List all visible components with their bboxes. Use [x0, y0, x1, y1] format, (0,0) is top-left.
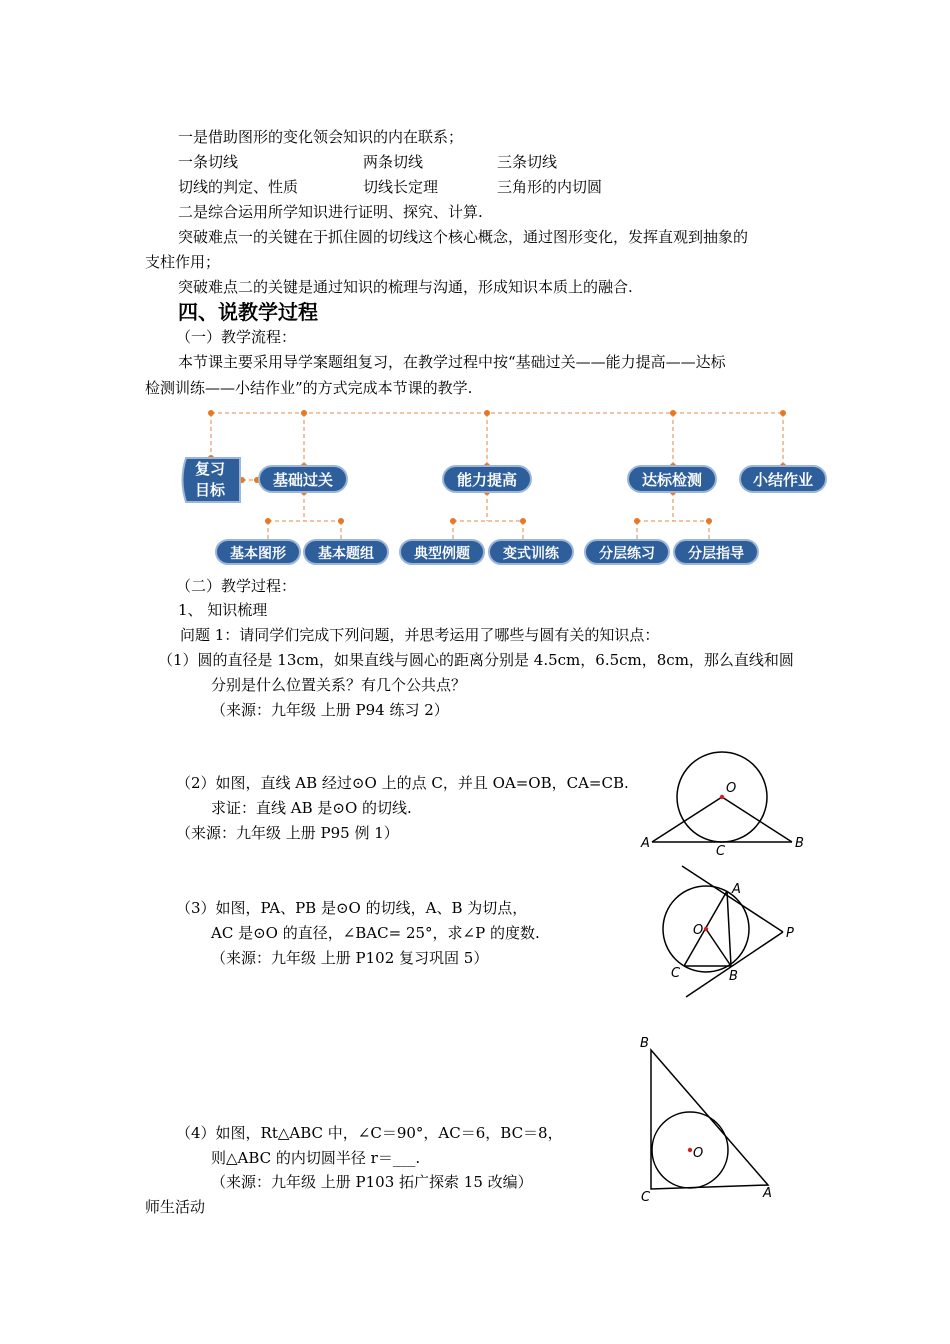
problem-line: （2）如图，直线 AB 经过⊙O 上的点 C，并且 OA=OB，CA=CB. — [176, 774, 629, 792]
intro-line: 支柱作用； — [145, 253, 221, 271]
problem-line: （4）如图，Rt△ABC 中，∠C＝90°，AC＝6，BC＝8， — [176, 1124, 563, 1142]
problem-line: AC 是⊙O 的直径，∠BAC= 25°，求∠P 的度数. — [211, 924, 540, 942]
source-line: （来源：九年级 上册 P95 例 1） — [176, 824, 399, 842]
svg-text:分层指导: 分层指导 — [688, 546, 744, 562]
point-label: O — [693, 1146, 704, 1161]
flow-start-line2: 目标 — [194, 481, 226, 499]
point-label: O — [693, 923, 704, 938]
source-line: （来源：九年级 上册 P102 复习巩固 5） — [211, 949, 489, 967]
svg-text:达标检测: 达标检测 — [641, 471, 703, 489]
topic-cell: 切线长定理 — [363, 178, 439, 196]
intro-line: 突破难点二的关键是通过知识的梳理与沟通，形成知识本质上的融合. — [178, 278, 633, 296]
problem-line: 则△ABC 的内切圆半径 r＝___. — [211, 1149, 421, 1167]
svg-text:典型例题: 典型例题 — [414, 546, 470, 562]
flow-start-line1: 复习 — [194, 460, 226, 478]
intro-line: 一是借助图形的变化领会知识的内在联系； — [178, 128, 464, 146]
problem-line: （3）如图，PA、PB 是⊙O 的切线，A、B 为切点， — [176, 899, 528, 917]
svg-text:基础过关: 基础过关 — [272, 471, 334, 489]
point-label: A — [763, 1186, 772, 1201]
problem-line: 求证：直线 AB 是⊙O 的切线. — [211, 799, 412, 817]
point-label: B — [640, 1036, 649, 1051]
svg-text:能力提高: 能力提高 — [456, 471, 518, 489]
svg-text:小结作业: 小结作业 — [752, 471, 814, 489]
item-heading: 1、 知识梳理 — [178, 601, 268, 619]
point-label: P — [786, 926, 794, 941]
intro-line: 二是综合运用所学知识进行证明、探究、计算. — [178, 203, 483, 221]
point-label: A — [732, 882, 741, 897]
subheading: （一）教学流程： — [176, 328, 297, 346]
point-label: O — [726, 781, 737, 796]
topic-cell: 两条切线 — [363, 153, 424, 171]
point-label: C — [671, 966, 681, 981]
footer-text: 师生活动 — [145, 1198, 206, 1216]
source-line: （来源：九年级 上册 P103 拓广探索 15 改编） — [211, 1173, 533, 1191]
topic-cell: 切线的判定、性质 — [178, 178, 299, 196]
problem-line: 分别是什么位置关系？有几个公共点？ — [211, 676, 467, 694]
problem-line: （1）圆的直径是 13cm，如果直线与圆心的距离分别是 4.5cm，6.5cm，8cm，那么直线和圆 — [158, 651, 794, 669]
svg-text:基本题组: 基本题组 — [318, 546, 374, 562]
paragraph-line: 本节课主要采用导学案题组复习，在教学过程中按“基础过关——能力提高——达标 — [178, 353, 726, 371]
point-label: C — [716, 844, 726, 859]
point-label: C — [641, 1190, 651, 1205]
topic-cell: 三条切线 — [497, 153, 558, 171]
question-line: 问题 1：请同学们完成下列问题，并思考运用了哪些与圆有关的知识点： — [180, 626, 660, 644]
point-label: B — [729, 969, 738, 984]
topic-cell: 一条切线 — [178, 153, 239, 171]
svg-text:分层练习: 分层练习 — [599, 546, 655, 562]
paragraph-line: 检测训练——小结作业”的方式完成本节课的教学. — [145, 379, 473, 397]
section-heading: 四、说教学过程 — [178, 300, 318, 324]
point-label: B — [795, 836, 804, 851]
subheading: （二）教学过程： — [176, 577, 297, 595]
point-label: A — [641, 836, 650, 851]
svg-text:基本图形: 基本图形 — [230, 546, 286, 562]
intro-line: 突破难点一的关键在于抓住圆的切线这个核心概念，通过图形变化，发挥直观到抽象的 — [178, 228, 749, 246]
source-line: （来源：九年级 上册 P94 练习 2） — [211, 701, 449, 719]
svg-text:变式训练: 变式训练 — [503, 546, 559, 562]
topic-cell: 三角形的内切圆 — [497, 178, 603, 196]
